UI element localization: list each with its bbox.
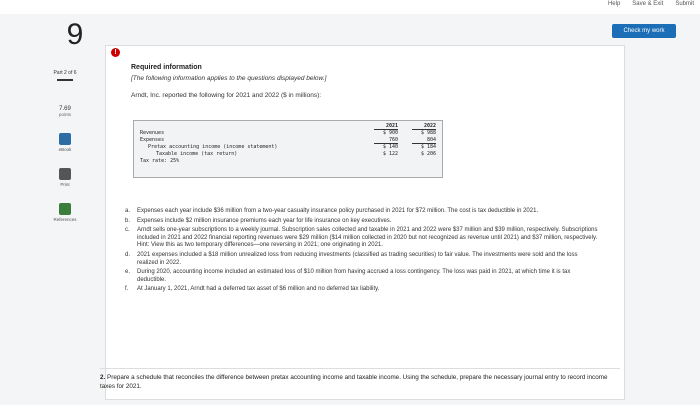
note-text: Arndt sells one-year subscriptions to a weekly journal. Subscription sales collected and taxable in 2021 and 2022 were $37 million and $39 million, respectively. Subscriptions included in 2021 and 2022 financial reporting revenues were $29 million ($14 million collected in 2020 but not recognized as revenue until 2021) and $37 million, respectively. Hint: View this as two temporary differences—one reversing in 2021; one originating in 2021. (137, 227, 598, 249)
row-value-2022: 804 (412, 137, 436, 144)
row-value-2021: $ 140 (382, 144, 398, 150)
row-label: Expenses (140, 137, 165, 143)
question-number: 9 (66, 18, 84, 51)
alert-icon: ! (111, 48, 120, 57)
sidebar-item-ebook[interactable] (30, 133, 100, 152)
points-value: 7.69 (59, 106, 71, 112)
sidebar (30, 70, 100, 222)
table-row (134, 144, 442, 151)
book-icon (59, 133, 71, 145)
row-value-2022: $ 988 (420, 130, 436, 136)
table-row (134, 151, 442, 158)
sidebar-item-print[interactable] (30, 168, 100, 187)
note-text: Expenses each year include $36 million from a two-year casualty insurance policy purchased in 2021 for $72 million. The cost is tax deductible in 2021. (137, 208, 539, 214)
print-icon (59, 168, 71, 180)
row-value-2022: $ 184 (420, 144, 436, 150)
top-bar (0, 0, 700, 14)
note-letter: f. (125, 286, 129, 293)
note-letter: c. (125, 227, 130, 234)
row-value-2021: $ 122 (382, 151, 398, 157)
row-value-2021: $ 900 (382, 130, 398, 136)
help-link[interactable]: Help (607, 1, 621, 7)
question-text: Prepare a schedule that reconciles the difference between pretax accounting income and taxable income. Using the schedule, prepare the necessary journal entry to record income taxes for 2021. (100, 374, 608, 390)
note-letter: b. (125, 217, 131, 224)
points-label: points (58, 112, 71, 117)
row-label: Pretax accounting income (income statement) (148, 144, 278, 150)
table-row (134, 158, 442, 165)
table-row (134, 130, 442, 137)
required-info-title: Required information (131, 64, 202, 71)
submit-link[interactable]: Submit (675, 1, 694, 7)
list-item (125, 227, 600, 250)
info-intro: Arndt, Inc. reported the following for 2021 and 2022 ($ in millions): (131, 92, 322, 99)
note-letter: e. (125, 269, 131, 276)
list-item (125, 218, 600, 226)
sidebar-item-references[interactable] (30, 203, 100, 222)
question-prompt (100, 368, 620, 391)
list-item (125, 252, 600, 267)
references-icon (59, 203, 71, 215)
top-links (608, 1, 694, 7)
table-header-row (134, 123, 442, 130)
year-header-2021: 2021 (374, 123, 398, 130)
row-value-2021: 760 (374, 137, 398, 144)
sidebar-item-label: References (53, 217, 77, 222)
question-number-label: 2. (100, 374, 106, 381)
part-indicator: Part 2 of 6 (53, 70, 77, 76)
sidebar-item-label: eBook (58, 147, 72, 152)
part-progress-bar (57, 79, 73, 81)
row-label: Taxable income (tax return) (156, 151, 238, 157)
row-label: Tax rate: 25% (140, 158, 180, 164)
note-letter: a. (125, 208, 131, 214)
row-value-2022: $ 206 (420, 151, 436, 157)
list-item (125, 208, 600, 216)
info-note: [The following information applies to the questions displayed below.] (131, 75, 327, 82)
check-my-work-button[interactable]: Check my work (612, 24, 676, 38)
table-row (134, 137, 442, 144)
note-text: 2021 expenses included a $18 million unrealized loss from reducing investments (classified as trading securities) to fair value. The investments were sold and the loss realized in 2022. (137, 251, 578, 266)
sidebar-item-label: Print (60, 182, 70, 187)
note-text: At January 1, 2021, Arndt had a deferred tax asset of $6 million and no deferred tax liability. (137, 286, 380, 293)
note-letter: d. (125, 251, 131, 258)
year-header-2022: 2022 (412, 123, 436, 130)
note-text: Expenses include $2 million insurance premiums each year for life insurance on key executives. (137, 217, 392, 224)
financial-data-table (133, 120, 443, 178)
list-item (125, 269, 600, 284)
note-text: During 2020, accounting income included an estimated loss of $10 million from having accrued a loss contingency. The loss was paid in 2021, at which time it is tax deductible. (137, 269, 571, 283)
save-exit-link[interactable]: Save & Exit (632, 1, 664, 7)
notes-list (125, 208, 600, 296)
list-item (125, 286, 600, 294)
row-label: Revenues (140, 130, 165, 136)
